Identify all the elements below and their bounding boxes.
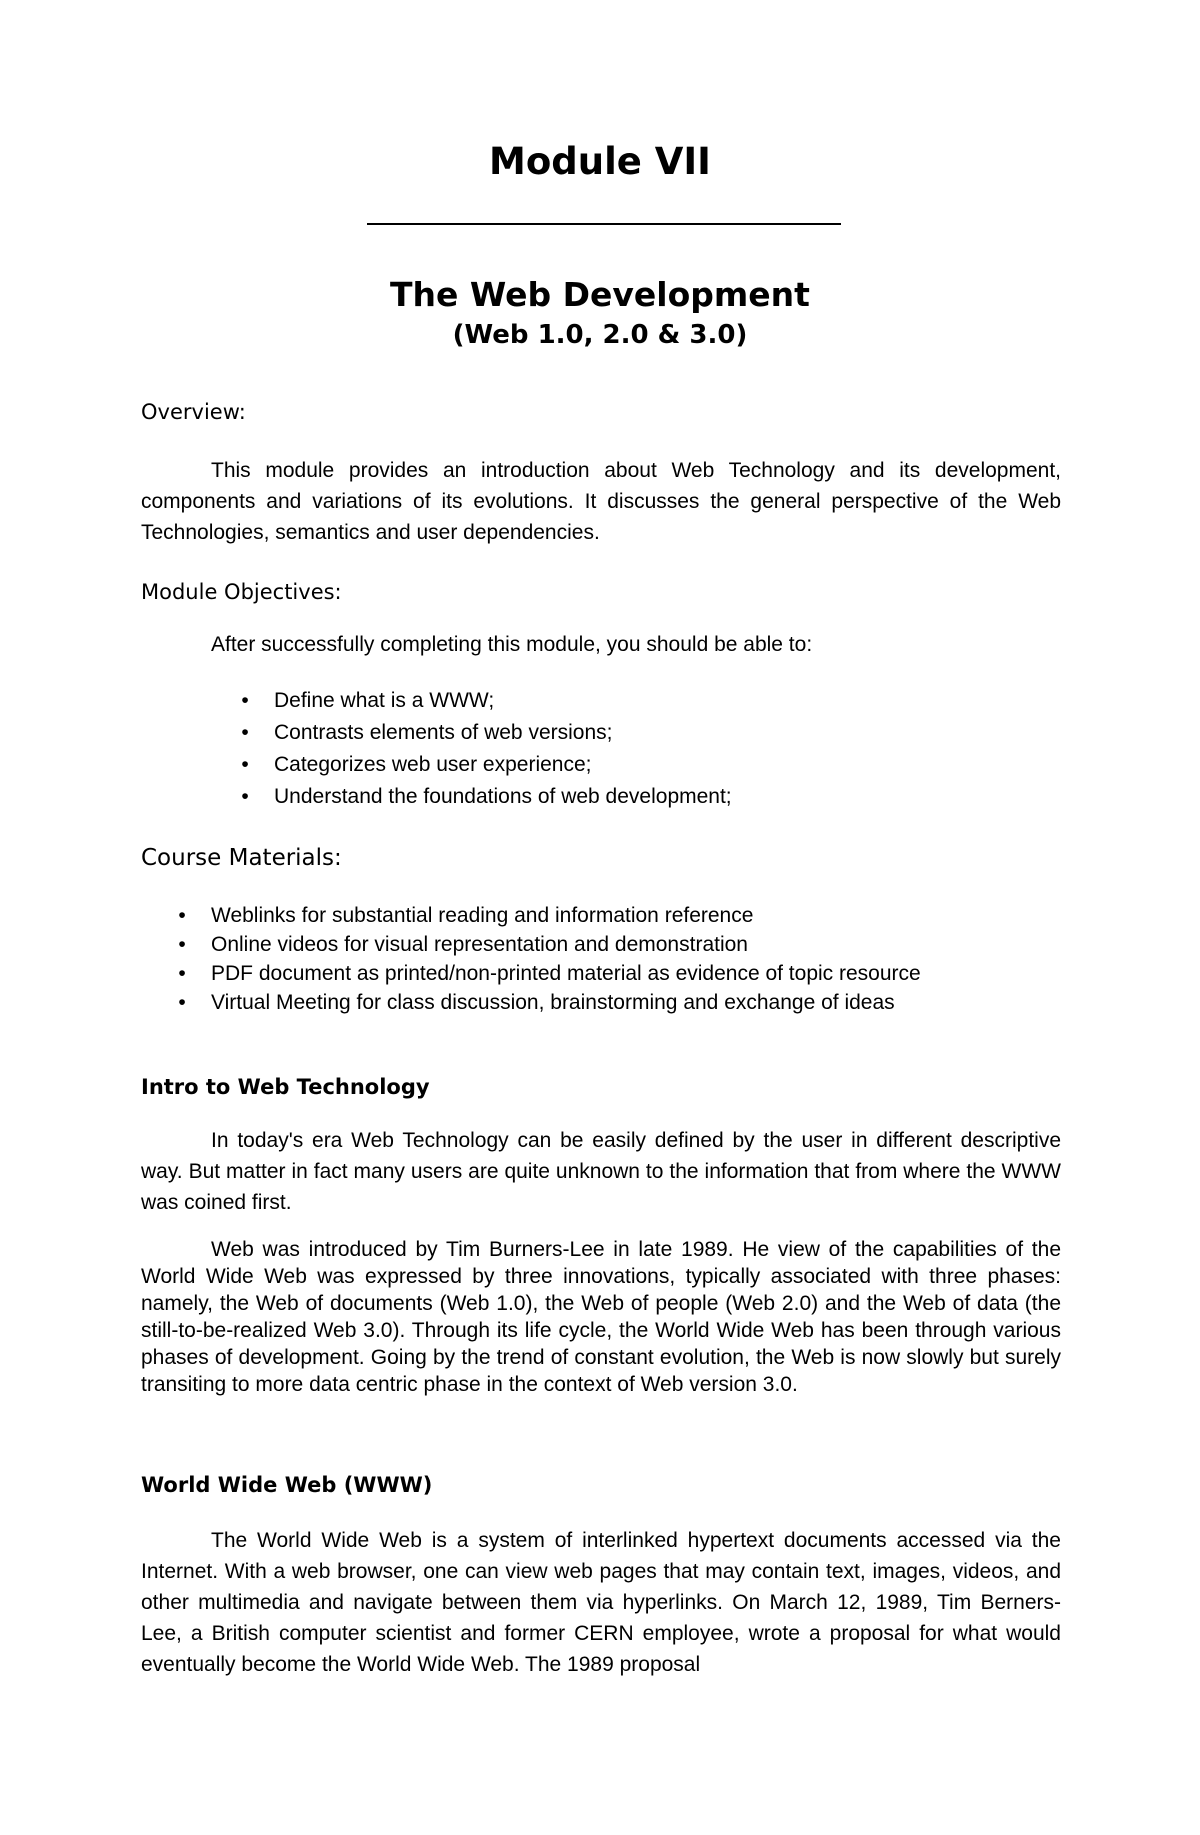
list-item: • PDF document as printed/non-printed material as evidence of topic resource [172,959,921,988]
objectives-list [235,685,732,813]
bullet-icon: • [241,689,249,712]
list-item: • Define what is a WWW; [235,685,732,717]
bullet-icon: • [178,933,186,956]
overview-paragraph: This module provides an introduction about Web Technology and its development, components and variations of its evolutions. It discusses the general perspective of the Web Technologies, semantics and user dependencies. [141,459,1061,544]
list-item: • Online videos for visual representation and demonstration [172,930,921,959]
list-item: • Understand the foundations of web development; [235,781,732,813]
intro-heading: Intro to Web Technology [141,1075,430,1099]
materials-list [172,901,921,1017]
materials-label: Course Materials: [141,845,342,871]
objectives-lead: After successfully completing this module, you should be able to: [211,633,813,656]
page-title: The Web Development [390,275,810,314]
overview-label: Overview: [141,400,246,424]
bullet-icon: • [241,721,249,744]
title-divider [367,223,841,225]
www-paragraph: The World Wide Web is a system of interlinked hypertext documents accessed via the Internet. With a web browser, one can view web pages that may contain text, images, videos, and other multimedia and navigate between them via hyperlinks. On March 12, 1989, Tim Berners- Lee, a British computer scientist and former CERN employee, wrote a proposal for what would eventually become the World Wide Web. The 1989 proposal [141,1529,1061,1676]
bullet-icon: • [178,904,186,927]
list-item: • Contrasts elements of web versions; [235,717,732,749]
bullet-icon: • [178,962,186,985]
list-item: • Weblinks for substantial reading and information reference [172,901,921,930]
www-heading: World Wide Web (WWW) [141,1473,433,1497]
objectives-label: Module Objectives: [141,580,342,604]
page-subtitle: (Web 1.0, 2.0 & 3.0) [452,320,748,350]
list-item: • Categorizes web user experience; [235,749,732,781]
list-item: • Virtual Meeting for class discussion, brainstorming and exchange of ideas [172,988,921,1017]
bullet-icon: • [241,785,249,808]
intro-paragraph-2: Web was introduced by Tim Burners-Lee in late 1989. He view of the capabilities of the World Wide Web was expressed by three innovations, typically associated with three phases: namely, the Web of documents (Web 1.0), the Web of people (Web 2.0) and the Web of data (the still-to-be-realized Web 3.0). Through its life cycle, the World Wide Web has been through various phases of development. Going by the trend of constant evolution, the Web is now slowly but surely transiting to more data centric phase in the context of Web version 3.0. [141,1238,1061,1396]
intro-paragraph-1: In today's era Web Technology can be easily defined by the user in different descriptive way. But matter in fact many users are quite unknown to the information that from where the WWW was coined first. [141,1129,1061,1214]
bullet-icon: • [241,753,249,776]
bullet-icon: • [178,991,186,1014]
module-title: Module VII [489,140,711,183]
